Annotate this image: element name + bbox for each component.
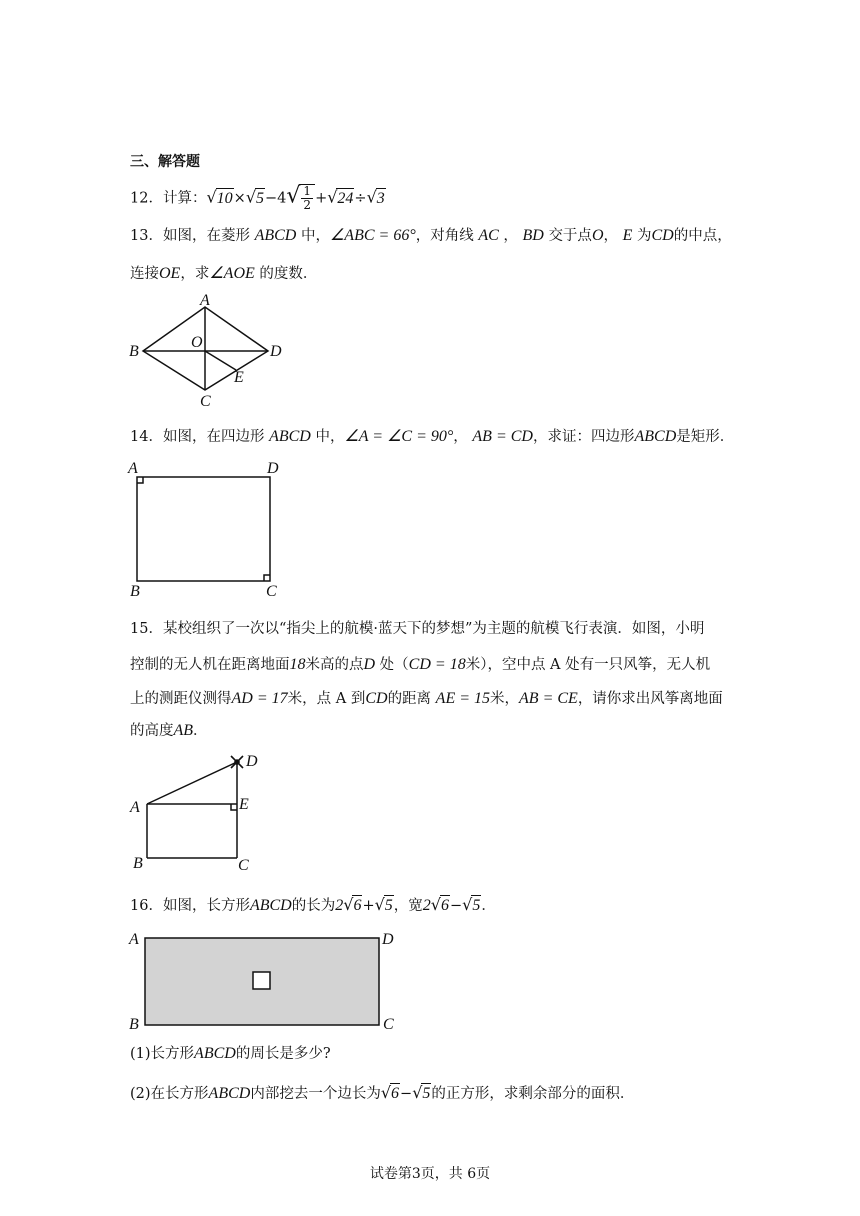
question-16-part-2: (2)在长方形ABCD内部挖去一个边长为√6−√5的正方形，求剩余部分的面积． [130,1083,635,1102]
question-16: 16．如图，长方形ABCD的长为2√6+√5，宽2√6−√5． [130,895,496,914]
label-e: E [234,369,244,386]
label-c: C [266,583,277,598]
label-a: A [200,292,210,309]
label-b: B [129,1016,139,1033]
rhombus-figure [125,292,295,410]
label-c: C [238,857,249,874]
label-a: A [130,799,140,816]
page-footer: 试卷第3页，共 6页 [369,1166,491,1182]
question-14: 14．如图，在四边形 ABCD 中，∠A = ∠C = 90°， AB = CD，求证：四边形ABCD是矩形． [130,428,735,445]
label-c: C [383,1016,394,1033]
label-o: O [191,334,203,351]
label-e: E [239,796,249,813]
question-15-line-1: 15．某校组织了一次以“指尖上的航模·蓝天下的梦想”为主题的航模飞行表演．如图，小明 [130,621,705,637]
question-15-line-3: 上的测距仪测得AD = 17米，点 A 到CD的距离 AE = 15米，AB = CE，请你求出风筝离地面 [130,690,723,707]
label-b: B [133,855,143,872]
label-b: B [130,583,140,598]
label-a: A [129,931,139,948]
question-12: 12．计算：√10×√5−4√ $\frac{1}{2}$ +√24÷√3 [130,183,385,212]
question-number: 16． [130,898,163,914]
question-13-line-2: 连接OE，求∠AOE 的度数． [130,265,318,282]
section-title: 三、解答题 [130,154,200,170]
question-number: 13． [130,228,163,244]
label-d: D [382,931,394,948]
label-d: D [246,753,258,770]
question-number: 14． [130,429,163,445]
question-15-line-2: 控制的无人机在距离地面18米高的点D 处（CD = 18米），空中点 A 处有一只风筝，无人机 [130,656,711,673]
quadrilateral-figure [125,458,295,598]
question-number: 12． [130,190,163,207]
cut-out-square [253,972,270,989]
label-d: D [267,460,279,477]
fraction: $\frac{1}{2}$ [303,184,312,212]
label-a: A [128,460,138,477]
label-d: D [270,343,282,360]
question-13-line-1: 13．如图，在菱形 ABCD 中，∠ABC = 66°，对角线 AC ， BD 交于点O， E 为CD的中点， [130,227,732,244]
question-16-part-1: (1)长方形ABCD的周长是多少? [130,1045,331,1062]
question-15-line-4: 的高度AB． [130,722,208,739]
question-number: 15． [130,621,163,637]
label-b: B [129,343,139,360]
label-c: C [200,393,211,410]
rectangle-figure [125,925,405,1037]
kite-drone-figure [125,748,275,878]
